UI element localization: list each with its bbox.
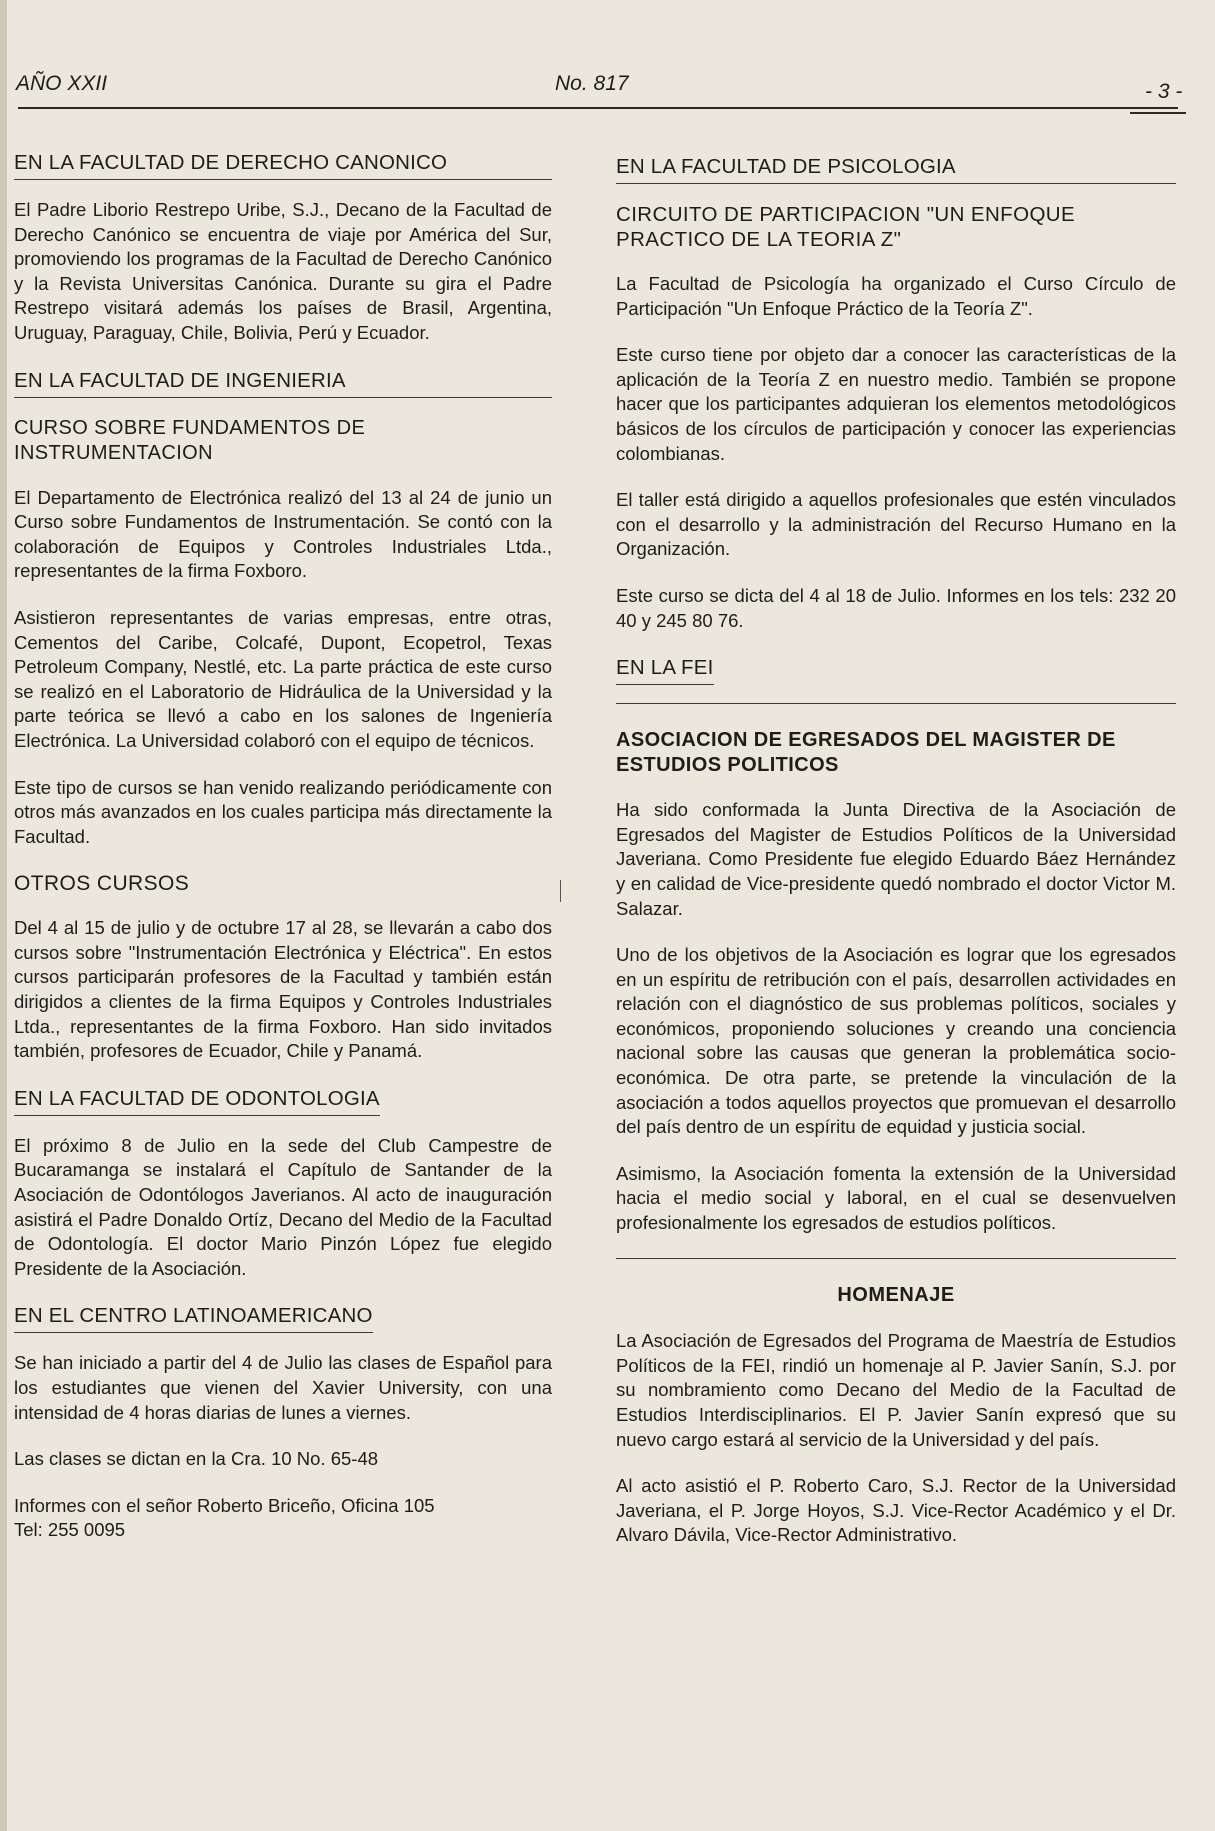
paragraph: El Padre Liborio Restrepo Uribe, S.J., Decano de la Facultad de Derecho Canónico se encuentra de viaje por América del Sur, promoviendo los programas de la Facultad de Derecho Canónico y la Revista Universitas Canónica. Durante su gira el Padre Restrepo visitará además los países de Brasil, Argentina, Uruguay, Paraguay, Chile, Bolivia, Perú y Ecuador. (14, 199, 552, 343)
paragraph: Al acto asistió el P. Roberto Caro, S.J. Rector de la Universidad Javeriana, el P. Jorge Hoyos, S.J. Vice-Rector Académico y el Dr. Alvaro Dávila, Vice-Rector Administrativo. (616, 1475, 1176, 1546)
paragraph: El próximo 8 de Julio en la sede del Club Campestre de Bucaramanga se instalará el Capítulo de Santander de la Asociación de Odontólogos Javerianos. Al acto de inauguración asistirá el Padre Donaldo Ortíz, Decano del Medio de la Facultad de Odontología. El doctor Mario Pinzón López fue elegido Presidente de la Asociación. (14, 1134, 552, 1279)
paragraph: Del 4 al 15 de julio y de octubre 17 al 28, se llevarán a cabo dos cursos sobre "Instrumentación Electrónica y Eléctrica". En estos cursos participarán profesores de la Facultad y también están dirigidos a clientes de la firma Equipos y Controles Industriales Ltda., representantes de la firma Foxboro. Han sido invitados también, profesores de Ecuador, Chile y Panamá. (14, 917, 552, 1062)
header-page-number: - 3 - (1145, 80, 1183, 103)
subtitle-teoria-z: CIRCUITO DE PARTICIPACION "UN ENFOQUE PRACTICO DE LA TEORIA Z" (616, 203, 1076, 251)
paragraph: Este curso se dicta del 4 al 18 de Julio. Informes en los tels: 232 20 40 y 245 80 76. (616, 584, 1176, 631)
section-title-ingenieria: EN LA FACULTAD DE INGENIERIA (14, 368, 552, 398)
section-title-centro-latinoamericano: EN EL CENTRO LATINOAMERICANO (14, 1303, 373, 1333)
page-edge (0, 0, 7, 1831)
section-derecho-canonico (14, 150, 552, 346)
page-header (0, 0, 1215, 110)
paragraph: La Facultad de Psicología ha organizado el Curso Círculo de Participación "Un Enfoque Práctico de la Teoría Z". (616, 273, 1176, 319)
paragraph: Uno de los objetivos de la Asociación es lograr que los egresados en un espíritu de retribución con el país, desarrollen actividades en relación con el diagnóstico de sus problemas políticos, sociales y económicos, proponiendo soluciones y creando una conciencia nacional sobre las causas que generan la problemática socio-económica. De otra parte, se pretende la vinculación de la asociación a todos aquellos proyectos que promuevan el desarrollo del país dentro de un espíritu de equidad y justicia social. (616, 944, 1176, 1138)
section-ingenieria (14, 368, 552, 850)
paragraph: Asimismo, la Asociación fomenta la extensión de la Universidad hacia el medio social y laboral, en el cual se desenvuelven profesionalmente los egresados de estudios políticos. (616, 1162, 1176, 1234)
paragraph: Este tipo de cursos se han venido realizando periódicamente con otros más avanzados en los cuales participa más directamente la Facultad. (14, 776, 552, 847)
header-year: AÑO XXII (16, 72, 108, 95)
section-centro-latinoamericano (14, 1303, 552, 1543)
left-column (14, 150, 552, 1543)
section-title-derecho-canonico: EN LA FACULTAD DE DERECHO CANONICO (14, 150, 552, 180)
section-otros-cursos (14, 871, 552, 1064)
header-rule-short (1130, 112, 1186, 114)
divider (616, 1258, 1176, 1259)
column-mark (560, 880, 561, 902)
subtitle-asociacion-egresados: ASOCIACION DE EGRESADOS DEL MAGISTER DE ESTUDIOS POLITICOS (616, 729, 1116, 777)
paragraph: La Asociación de Egresados del Programa de Maestría de Estudios Políticos de la FEI, rindió un homenaje al P. Javier Sanín, S.J. por su nombramiento como Decano del Medio de la Facultad de Estudios Interdisciplinarios. El P. Javier Sanín expresó que su nuevo cargo estará al servicio de la Universidad y del país. (616, 1330, 1176, 1450)
paragraph: El Departamento de Electrónica realizó del 13 al 24 de junio un Curso sobre Fundamentos de Instrumentación. Se contó con la colaboración de Equipos y Controles Industriales Ltda., representantes de la firma Foxboro. (14, 486, 552, 582)
section-psicologia (616, 154, 1176, 633)
section-title-odontologia: EN LA FACULTAD DE ODONTOLOGIA (14, 1086, 380, 1116)
section-fei (616, 655, 1176, 1236)
paragraph: Asistieron representantes de varias empresas, entre otras, Cementos del Caribe, Colcafé, Dupont, Ecopetrol, Texas Petroleum Company, Nestlé, etc. La parte práctica de este curso se realizó en el Laboratorio de Hidráulica de la Universidad y la parte teórica se llevó a cabo en los salones de Ingeniería Electrónica. La Universidad colaboró con el equipo de técnicos. (14, 606, 552, 751)
section-homenaje (616, 1258, 1176, 1548)
divider (616, 703, 1176, 704)
header-issue-number: No. 817 (555, 72, 629, 95)
paragraph: El taller está dirigido a aquellos profesionales que estén vinculados con el desarrollo y la administración del Recurso Humano en la Organización. (616, 489, 1176, 560)
section-title-psicologia: EN LA FACULTAD DE PSICOLOGIA (616, 154, 1176, 184)
paragraph: Se han iniciado a partir del 4 de Julio las clases de Español para los estudiantes que vienen del Xavier University, con una intensidad de 4 horas diarias de lunes a viernes. (14, 1352, 552, 1423)
section-title-otros-cursos: OTROS CURSOS (14, 872, 190, 896)
contact-line: Informes con el señor Roberto Briceño, Oficina 105 (14, 1494, 435, 1516)
section-title-fei: EN LA FEI (616, 655, 714, 685)
section-title-homenaje: HOMENAJE (837, 1283, 955, 1306)
right-column (616, 154, 1176, 1570)
paragraph: Ha sido conformada la Junta Directiva de la Asociación de Egresados del Magister de Estudios Políticos de la Universidad Javeriana. Como Presidente fue elegido Eduardo Báez Hernández y en calidad de Vice-presidente quedó nombrado el doctor Victor M. Salazar. (616, 799, 1176, 919)
subtitle-instrumentacion: CURSO SOBRE FUNDAMENTOS DE INSTRUMENTACION (14, 416, 366, 464)
paragraph: Las clases se dictan en la Cra. 10 No. 65-48 (14, 1448, 379, 1470)
header-rule (18, 107, 1178, 109)
phone-line: Tel: 255 0095 (14, 1519, 126, 1541)
section-odontologia (14, 1086, 552, 1282)
paragraph: Este curso tiene por objeto dar a conocer las características de la aplicación de la Teoría Z en nuestro medio. También se propone hacer que los participantes adquieran los elementos metodológicos básicos de los círculos de participación y conocer las experiencias colombianas. (616, 344, 1176, 464)
